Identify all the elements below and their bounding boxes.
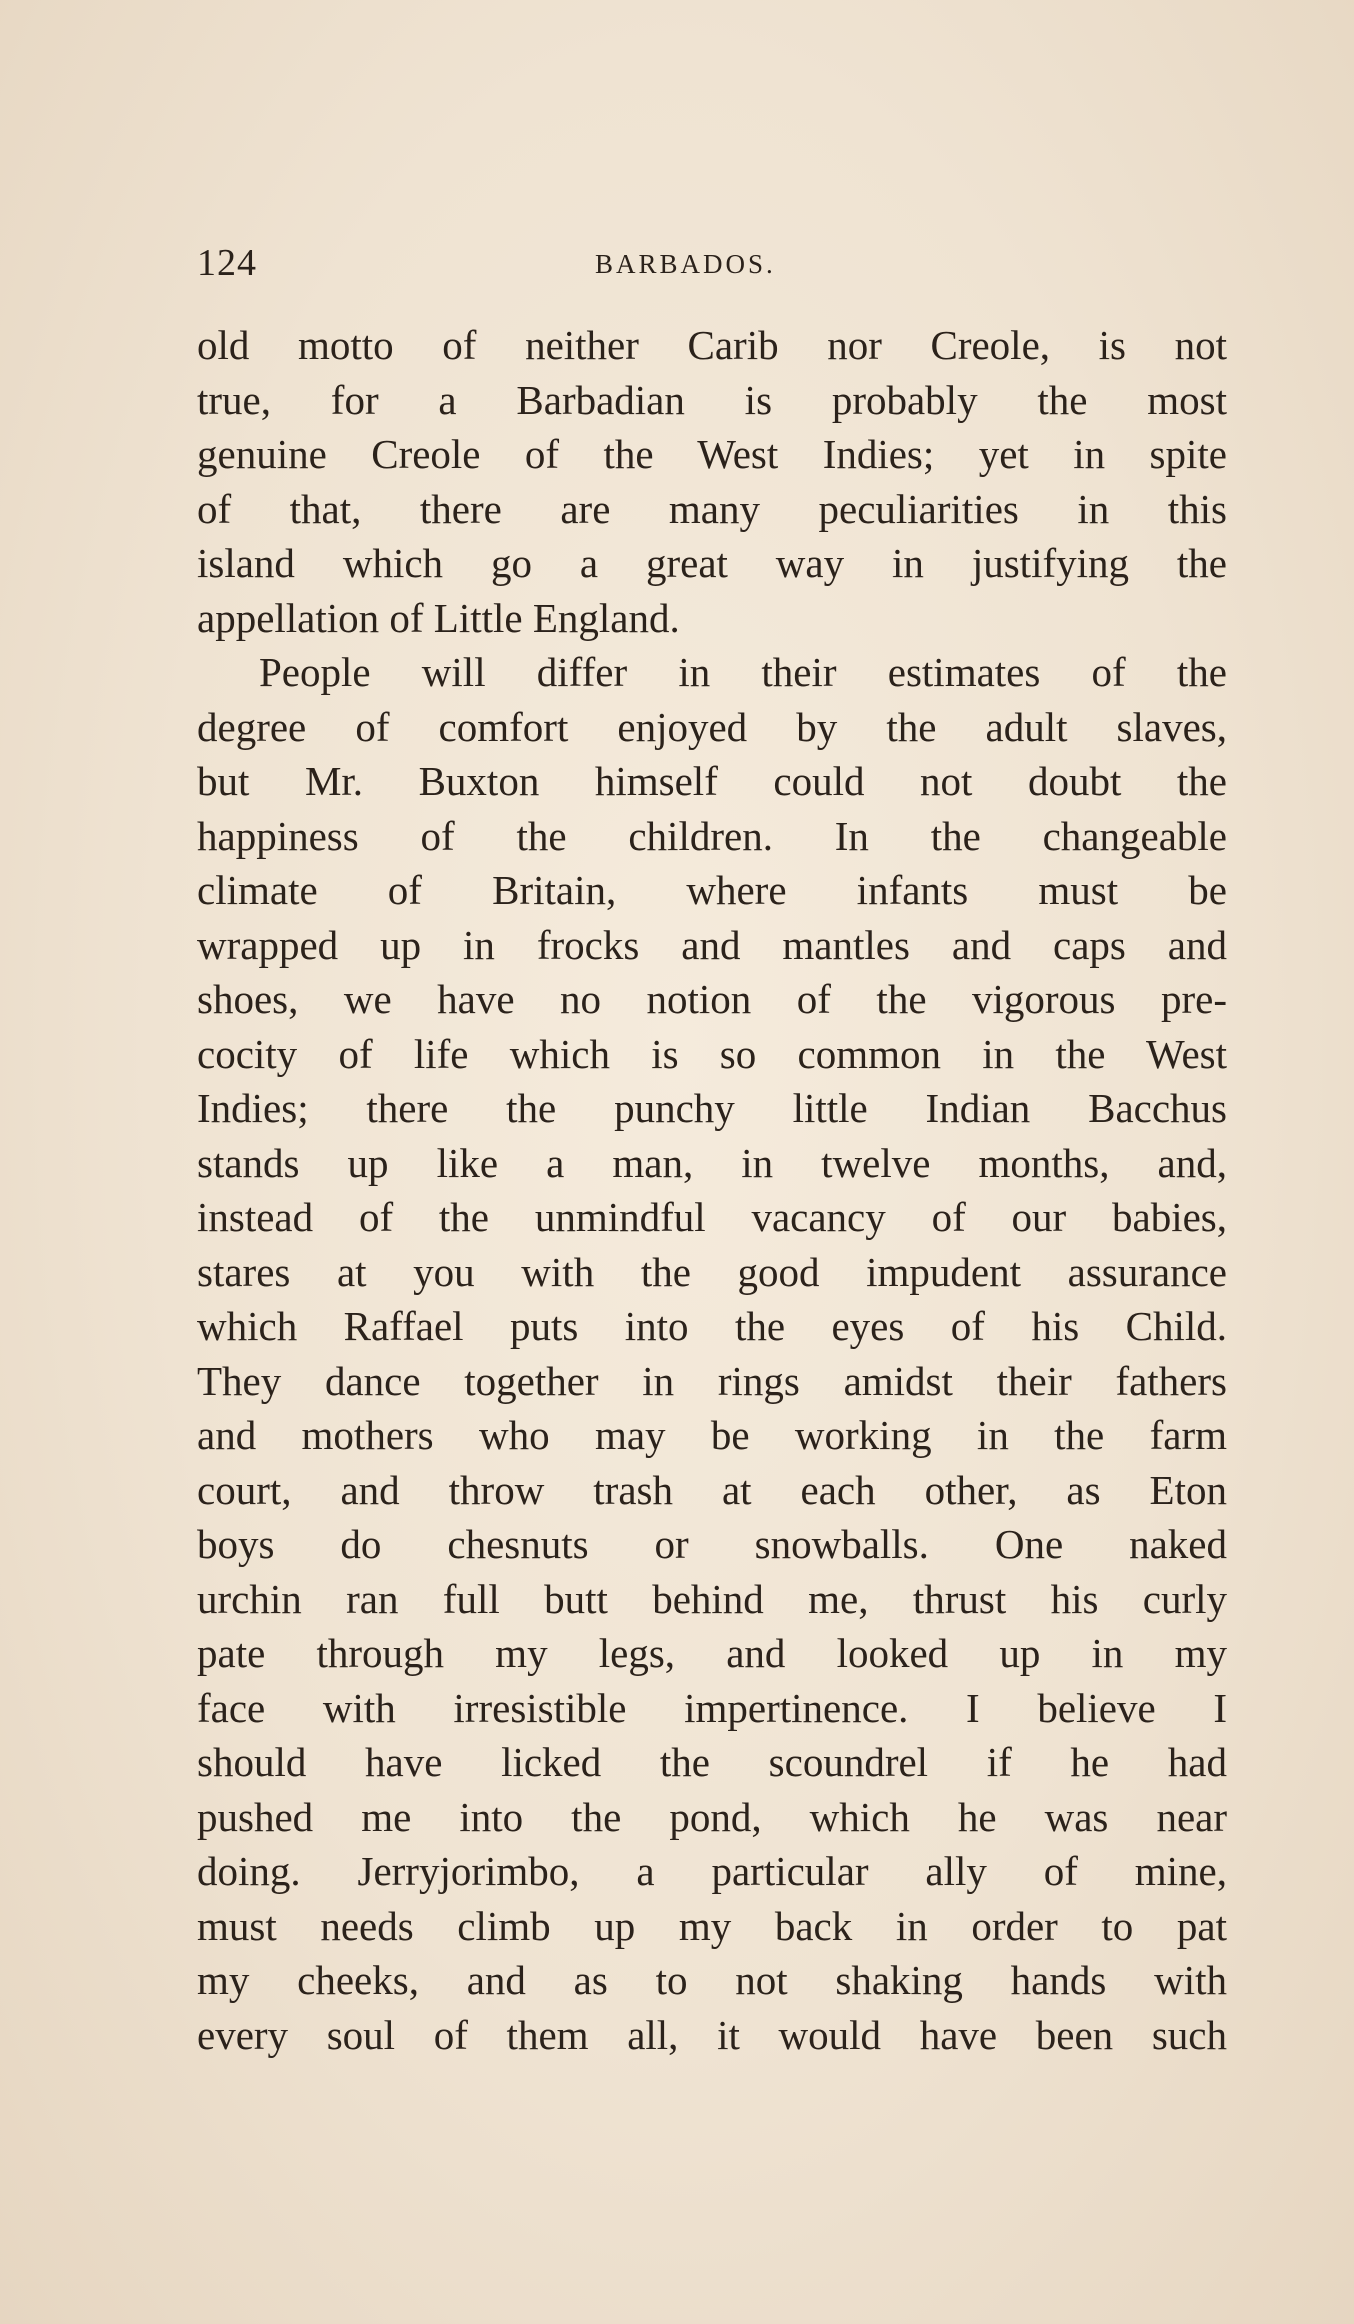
text-line: pushed me into the pond, which he was near (197, 1793, 1227, 1840)
text-line: degree of comfort enjoyed by the adult slaves, (197, 703, 1227, 750)
text-line: cocity of life which is so common in the West (197, 1030, 1227, 1077)
text-line: boys do chesnuts or snowballs. One naked (197, 1521, 1227, 1567)
running-head (197, 238, 1227, 288)
text-line: must needs climb up my back in order to pat (197, 1902, 1227, 1949)
text-line: wrapped up in frocks and mantles and caps and (197, 921, 1227, 968)
text-line: Indies; there the punchy little Indian Bacchus (197, 1085, 1227, 1131)
text-line: but Mr. Buxton himself could not doubt the (197, 758, 1227, 804)
running-title: BARBADOS. (595, 249, 776, 279)
text-line: doing. Jerryjorimbo, a particular ally of mine, (197, 1848, 1227, 1894)
text-line: urchin ran full butt behind me, thrust his curly (197, 1575, 1227, 1622)
text-line: court, and throw trash at each other, as Eton (197, 1466, 1227, 1513)
text-line: of that, there are many peculiarities in this (197, 485, 1227, 532)
body-text (197, 318, 1227, 2062)
text-line: island which go a great way in justifying the (197, 540, 1227, 586)
text-line: stands up like a man, in twelve months, and, (197, 1139, 1227, 1186)
text-line: appellation of Little England. (197, 594, 680, 641)
text-line: climate of Britain, where infants must be (197, 867, 1227, 913)
text-line: happiness of the children. In the changeable (197, 812, 1227, 859)
text-line: and mothers who may be working in the farm (197, 1412, 1227, 1458)
text-line: every soul of them all, it would have been such (197, 2011, 1227, 2058)
text-line: stares at you with the good impudent assurance (197, 1248, 1227, 1295)
paragraph-first-line: People will differ in their estimates of the (259, 649, 1227, 695)
text-line: should have licked the scoundrel if he had (197, 1739, 1227, 1785)
text-line: instead of the unmindful vacancy of our babies, (197, 1194, 1227, 1240)
text-line: old motto of neither Carib nor Creole, is not (197, 322, 1227, 368)
text-line: my cheeks, and as to not shaking hands with (197, 1957, 1227, 2003)
text-line: genuine Creole of the West Indies; yet in spite (197, 431, 1227, 477)
text-line: true, for a Barbadian is probably the most (197, 376, 1227, 423)
text-line: They dance together in rings amidst their fathers (197, 1357, 1227, 1404)
text-line: which Raffael puts into the eyes of his Child. (197, 1303, 1227, 1349)
text-line: face with irresistible impertinence. I believe I (197, 1684, 1227, 1731)
text-line: pate through my legs, and looked up in my (197, 1630, 1227, 1676)
page-number: 124 (197, 242, 257, 284)
text-line: shoes, we have no notion of the vigorous pre- (197, 976, 1227, 1022)
